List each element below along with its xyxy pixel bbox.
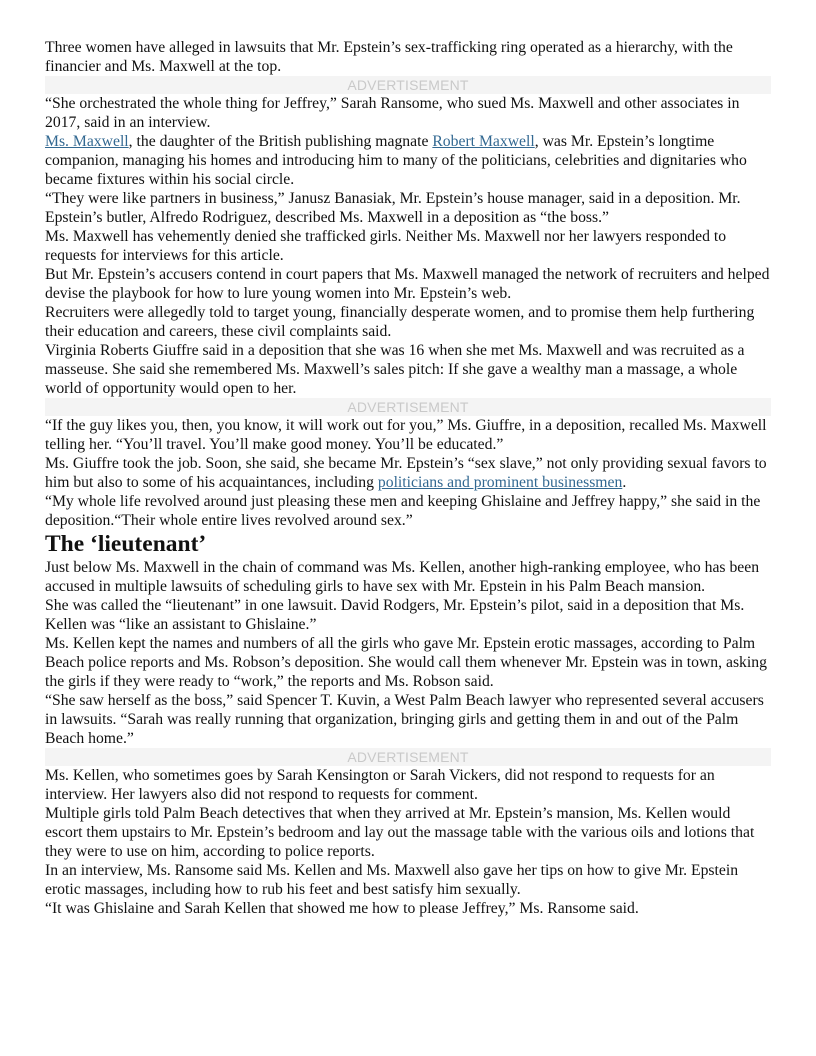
paragraph-13: She was called the “lieutenant” in one lawsuit. David Rodgers, Mr. Epstein’s pilot, said in a deposition that Ms. Kellen was “like an assistant to Ghislaine.”	[45, 597, 745, 633]
paragraph-3-text-2: , was Mr. Epstein’s longtime companion, managing his homes and introducing him to many of the politicians, celebrities and dignitaries who became fixtures within his social circle.	[45, 133, 747, 188]
paragraph-10-text-2: .	[622, 474, 627, 491]
paragraph-18: In an interview, Ms. Ransome said Ms. Kellen and Ms. Maxwell also gave her tips on how to give Mr. Epstein erotic massages, including how to rub his feet and best satisfy him sexually.	[45, 862, 739, 898]
paragraph-11: “My whole life revolved around just pleasing these men and keeping Ghislaine and Jeffrey happy,” she said in the deposition.“Their whole entire lives revolved around sex.”	[45, 493, 761, 529]
paragraph-3	[45, 132, 771, 189]
paragraph-8: Virginia Roberts Giuffre said in a deposition that she was 16 when she met Ms. Maxwell and was recruited as a masseuse. She said she remembered Ms. Maxwell’s sales pitch: If she gave a wealthy man a massage, a whole world of opportunity would open to her.	[45, 342, 745, 397]
paragraph-10-text-1: Ms. Giuffre took the job. Soon, she said, she became Mr. Epstein’s “sex slave,” not only providing sexual favors to him but also to some of his acquaintances, including	[45, 455, 767, 491]
paragraph-4: “They were like partners in business,” Janusz Banasiak, Mr. Epstein’s house manager, said in a deposition. Mr. Epstein’s butler, Alfredo Rodriguez, described Ms. Maxwell in a deposition as “the boss.”	[45, 190, 741, 226]
paragraph-2: “She orchestrated the whole thing for Jeffrey,” Sarah Ransome, who sued Ms. Maxwell and other associates in 2017, said in an interview.	[45, 95, 740, 131]
paragraph-1: Three women have alleged in lawsuits that Mr. Epstein’s sex-trafficking ring operated as a hierarchy, with the financier and Ms. Maxwell at the top.	[45, 39, 733, 75]
paragraph-5: Ms. Maxwell has vehemently denied she trafficked girls. Neither Ms. Maxwell nor her lawyers responded to requests for interviews for this article.	[45, 228, 727, 264]
paragraph-17: Multiple girls told Palm Beach detectives that when they arrived at Mr. Epstein’s mansion, Ms. Kellen would escort them upstairs to Mr. Epstein’s bedroom and lay out the massage table with the various oils and lotions that they were to use on him, according to police reports.	[45, 805, 755, 860]
paragraph-12: Just below Ms. Maxwell in the chain of command was Ms. Kellen, another high-ranking employee, who has been accused in multiple lawsuits of scheduling girls to have sex with Mr. Epstein in his Palm Beach mansion.	[45, 559, 760, 595]
paragraph-19: “It was Ghislaine and Sarah Kellen that showed me how to please Jeffrey,” Ms. Ransome said.	[45, 900, 639, 917]
paragraph-16: Ms. Kellen, who sometimes goes by Sarah Kensington or Sarah Vickers, did not respond to requests for an interview. Her lawyers also did not respond to requests for comment.	[45, 767, 715, 803]
advertisement-label: ADVERTISEMENT	[45, 398, 771, 416]
paragraph-9: “If the guy likes you, then, you know, it will work out for you,” Ms. Giuffre, in a deposition, recalled Ms. Maxwell telling her. “You’ll travel. You’ll make good money. You’ll be educated.”	[45, 417, 767, 453]
paragraph-7: Recruiters were allegedly told to target young, financially desperate women, and to promise them help furthering their education and careers, these civil complaints said.	[45, 304, 755, 340]
paragraph-14: Ms. Kellen kept the names and numbers of all the girls who gave Mr. Epstein erotic massages, according to Palm Beach police reports and Ms. Robson’s deposition. She would call them whenever Mr. Epstein was in town, asking the girls if they were ready to “work,” the reports and Ms. Robson said.	[45, 635, 767, 690]
paragraph-10	[45, 454, 771, 492]
paragraph-15: “She saw herself as the boss,” said Spencer T. Kuvin, a West Palm Beach lawyer who represented several accusers in lawsuits. “Sarah was really running that organization, bringing girls and getting them in and out of the Palm Beach home.”	[45, 692, 764, 747]
advertisement-label: ADVERTISEMENT	[45, 748, 771, 766]
paragraph-3-text-1: , the daughter of the British publishing magnate	[128, 133, 433, 150]
section-heading: The ‘lieutenant’	[45, 531, 207, 557]
link-robert-maxwell[interactable]: Robert Maxwell	[432, 133, 535, 150]
link-ms-maxwell[interactable]: Ms. Maxwell	[45, 133, 129, 150]
paragraph-6: But Mr. Epstein’s accusers contend in court papers that Ms. Maxwell managed the network of recruiters and helped devise the playbook for how to lure young women into Mr. Epstein’s web.	[45, 266, 770, 302]
advertisement-label: ADVERTISEMENT	[45, 76, 771, 94]
link-politicians-businessmen[interactable]: politicians and prominent businessmen	[377, 474, 623, 491]
